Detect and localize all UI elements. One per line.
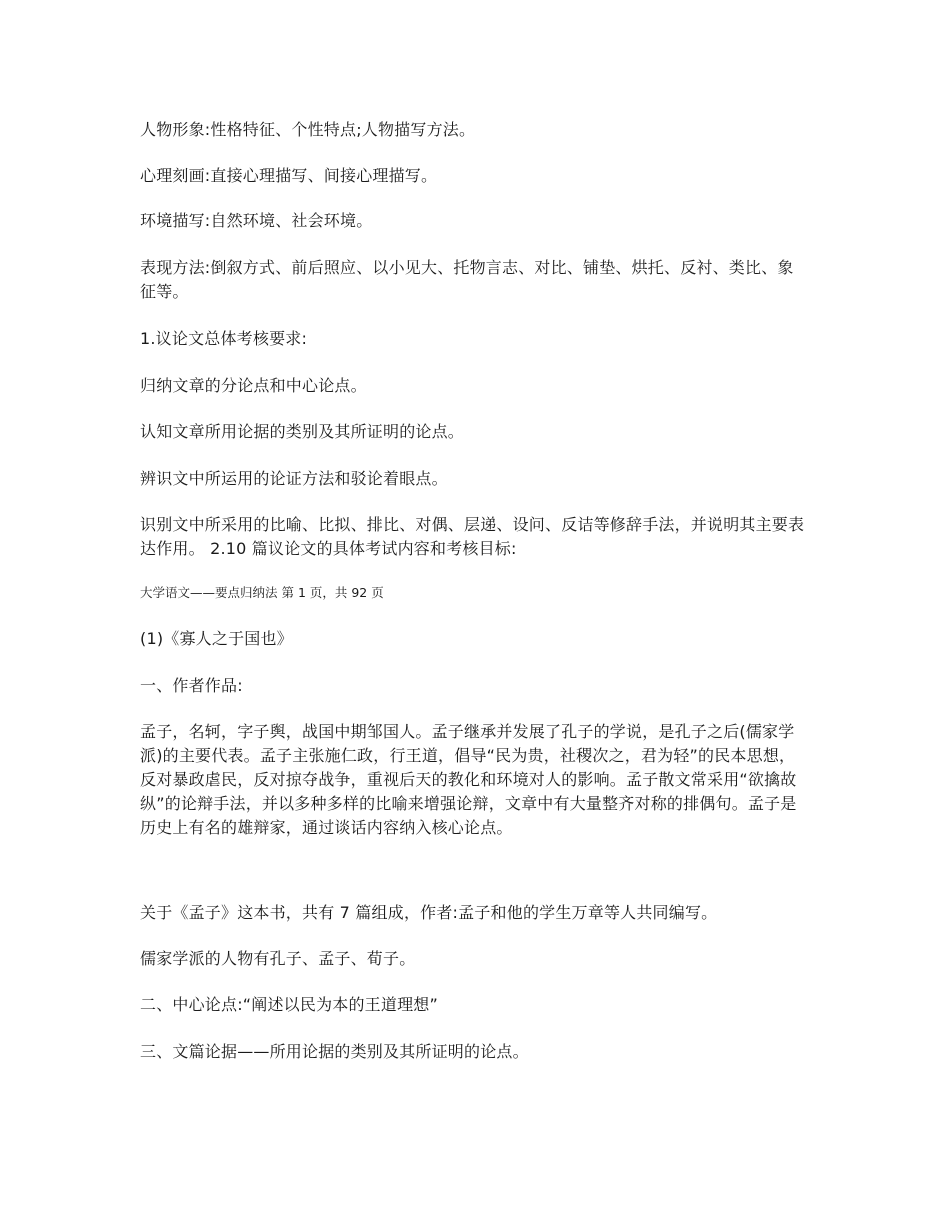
paragraph-confucian-figures: 儒家学派的人物有孔子、孟子、荀子。 [140, 949, 416, 968]
paragraph-argument-requirements: 1.议论文总体考核要求: [140, 329, 308, 348]
paragraph-psychology: 心理刻画:直接心理描写、间接心理描写。 [140, 166, 438, 185]
paragraph-character-image: 人物形象:性格特征、个性特点;人物描写方法。 [140, 120, 476, 139]
paragraph-mencius-book: 关于《孟子》这本书，共有 7 篇组成，作者:孟子和他的学生万章等人共同编写。 [140, 903, 718, 922]
paragraph-central-thesis: 二、中心论点:“阐述以民为本的王道理想” [140, 995, 438, 1014]
paragraph-evidence: 认知文章所用论据的类别及其所证明的论点。 [140, 422, 465, 441]
paragraph-methods: 表现方法:倒叙方式、前后照应、以小见大、托物言志、对比、铺垫、烘托、反衬、类比、象征等。 [140, 258, 794, 301]
paragraph-rhetoric: 识别文中所采用的比喻、比拟、排比、对偶、层递、设问、反诘等修辞手法，并说明其主要表达作用。 2.10 篇议论文的具体考试内容和考核目标: [140, 515, 805, 558]
paragraph-methods-rebuttal: 辨识文中所运用的论证方法和驳论着眼点。 [140, 469, 448, 488]
paragraph-evidence-heading: 三、文篇论据——所用论据的类别及其所证明的论点。 [140, 1042, 529, 1061]
page-footer: 大学语文——要点归纳法 第 1 页，共 92 页 [140, 585, 384, 600]
paragraph-section-title: (1)《寡人之于国也》 [140, 629, 293, 648]
paragraph-mencius-bio: 孟子，名轲，字子舆，战国中期邹国人。孟子继承并发展了孔子的学说，是孔子之后(儒家学派)的主要代表。孟子主张施仁政，行王道，倡导“民为贵，社稷次之，君为轻”的民本思想，反对暴政虐民，反对掠夺战争，重视后天的教化和环境对人的影响。孟子散文常采用“欲擒故纵”的论辩手法，并以多种多样的比喻来增强论辩，文章中有大量整齐对称的排偶句。孟子是历史上有名的雄辩家，通过谈话内容纳入核心论点。 [140, 722, 797, 837]
paragraph-environment: 环境描写:自然环境、社会环境。 [140, 211, 373, 230]
paragraph-author-works-heading: 一、作者作品: [140, 676, 243, 695]
paragraph-summarize-points: 归纳文章的分论点和中心论点。 [140, 376, 367, 395]
